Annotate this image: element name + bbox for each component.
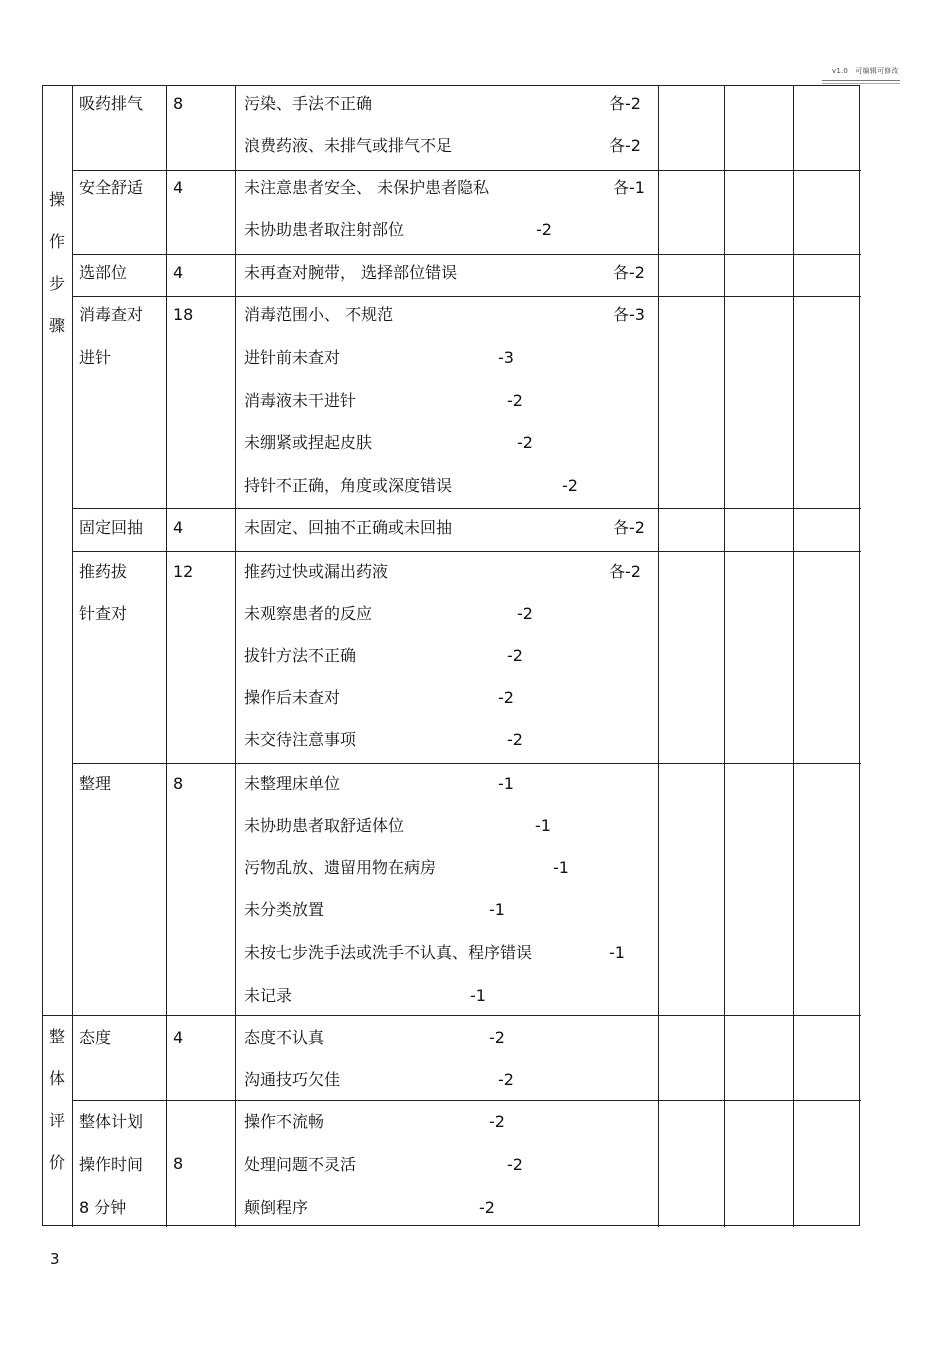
- category-label-char: 评: [49, 1111, 66, 1130]
- deduction-points: 各-2: [613, 263, 645, 282]
- item-score: 18: [173, 305, 194, 324]
- deduction-points: -1: [498, 774, 514, 793]
- deduction-points: -2: [498, 1070, 514, 1089]
- deduction-text: 浪费药液、未排气或排气不足: [244, 136, 453, 155]
- column-divider: [72, 86, 73, 1227]
- item-score: 4: [173, 263, 184, 282]
- deduction-text: 处理问题不灵活: [244, 1155, 357, 1174]
- item-score: 8: [173, 1153, 184, 1173]
- deduction-text: 沟通技巧欠佳: [244, 1070, 341, 1089]
- deduction-text: 未绷紧或捏起皮肤: [244, 433, 373, 452]
- deduction-text: 未协助患者取注射部位: [244, 220, 405, 239]
- column-divider: [793, 86, 794, 1227]
- deduction-text: 态度不认真: [244, 1028, 325, 1047]
- category-label-char: 体: [49, 1069, 66, 1088]
- item-name: 整理: [79, 774, 112, 793]
- item-score: 8: [173, 94, 184, 113]
- deduction-points: 各-1: [613, 178, 645, 197]
- scoring-table: [42, 85, 860, 1226]
- deduction-text: 拔针方法不正确: [244, 646, 357, 665]
- item-name: 针查对: [79, 604, 128, 623]
- item-score: 8: [173, 774, 184, 793]
- row-divider: [72, 763, 861, 764]
- row-divider: [72, 254, 861, 255]
- item-score: 4: [173, 1028, 184, 1047]
- item-name: 吸药排气: [79, 94, 144, 113]
- deduction-points: -2: [489, 1028, 505, 1047]
- deduction-points: -2: [562, 476, 578, 495]
- deduction-text: 未再查对腕带， 选择部位错误: [244, 263, 458, 282]
- deduction-text: 未固定、回抽不正确或未回抽: [244, 518, 453, 537]
- deduction-text: 操作后未查对: [244, 688, 341, 707]
- deduction-text: 污染、手法不正确: [244, 94, 373, 113]
- category-label-char: 作: [49, 232, 66, 251]
- row-divider: [72, 296, 861, 297]
- item-name: 操作时间: [79, 1155, 144, 1174]
- deduction-text: 未协助患者取舒适体位: [244, 816, 405, 835]
- deduction-points: 各-2: [609, 136, 641, 155]
- column-divider: [166, 86, 167, 1227]
- deduction-text: 推药过快或漏出药液: [244, 562, 389, 581]
- row-divider: [72, 508, 861, 509]
- deduction-text: 进针前未查对: [244, 348, 341, 367]
- column-divider: [724, 86, 725, 1227]
- deduction-points: -2: [489, 1112, 505, 1131]
- deduction-points: 各-2: [609, 94, 641, 113]
- deduction-points: -1: [553, 858, 569, 877]
- category-label-char: 整: [49, 1027, 66, 1046]
- deduction-text: 操作不流畅: [244, 1112, 325, 1131]
- column-divider: [235, 86, 236, 1227]
- header-note: [832, 66, 899, 76]
- item-name: 8 分钟: [79, 1198, 127, 1217]
- deduction-points: -3: [498, 348, 514, 367]
- item-name: 整体计划: [79, 1112, 144, 1131]
- deduction-points: -2: [536, 220, 552, 239]
- item-score: 4: [173, 178, 184, 197]
- deduction-points: -1: [535, 816, 551, 835]
- deduction-points: -2: [507, 391, 523, 410]
- deduction-points: -2: [507, 730, 523, 749]
- deduction-points: -2: [498, 688, 514, 707]
- deduction-text: 未交待注意事项: [244, 730, 357, 749]
- category-label-char: 操: [49, 190, 66, 209]
- item-score: 4: [173, 518, 184, 537]
- version-label: v1.0: [832, 67, 849, 75]
- header-rule: [822, 80, 900, 81]
- editable-note: 可编辑可修改: [855, 67, 899, 75]
- deduction-text: 未按七步洗手法或洗手不认真、程序错误: [244, 943, 533, 962]
- deduction-points: -1: [470, 986, 486, 1005]
- deduction-text: 消毒液未干进针: [244, 391, 357, 410]
- deduction-text: 未记录: [244, 986, 293, 1005]
- item-name: 消毒查对: [79, 305, 144, 324]
- deduction-text: 污物乱放、遗留用物在病房: [244, 858, 437, 877]
- deduction-points: 各-3: [613, 305, 645, 324]
- deduction-points: -2: [507, 646, 523, 665]
- deduction-text: 消毒范围小、 不规范: [244, 305, 394, 324]
- item-name: 固定回抽: [79, 518, 144, 537]
- header-rule-double: [822, 83, 900, 84]
- row-divider: [72, 1100, 861, 1101]
- deduction-points: -2: [479, 1198, 495, 1217]
- item-name: 选部位: [79, 263, 128, 282]
- deduction-points: -2: [517, 604, 533, 623]
- deduction-points: -1: [609, 943, 625, 962]
- row-divider: [72, 551, 861, 552]
- item-name: 进针: [79, 348, 112, 367]
- item-name: 态度: [79, 1028, 112, 1047]
- deduction-points: 各-2: [613, 518, 645, 537]
- deduction-text: 未观察患者的反应: [244, 604, 373, 623]
- deduction-points: 各-2: [609, 562, 641, 581]
- deduction-text: 未整理床单位: [244, 774, 341, 793]
- deduction-text: 持针不正确，角度或深度错误: [244, 476, 453, 495]
- category-label-char: 步: [49, 274, 66, 293]
- category-label-char: 骤: [49, 316, 66, 335]
- row-divider: [43, 1015, 861, 1016]
- row-divider: [72, 170, 861, 171]
- item-score: 12: [173, 562, 194, 581]
- deduction-text: 未分类放置: [244, 900, 325, 919]
- deduction-points: -2: [507, 1155, 523, 1174]
- page-number: 3: [50, 1250, 60, 1268]
- item-name: 安全舒适: [79, 178, 144, 197]
- category-label-char: 价: [49, 1153, 66, 1172]
- deduction-points: -1: [489, 900, 505, 919]
- deduction-text: 颠倒程序: [244, 1198, 309, 1217]
- item-name: 推药拔: [79, 562, 128, 581]
- deduction-text: 未注意患者安全、 未保护患者隐私: [244, 178, 490, 197]
- deduction-points: -2: [517, 433, 533, 452]
- column-divider: [658, 86, 659, 1227]
